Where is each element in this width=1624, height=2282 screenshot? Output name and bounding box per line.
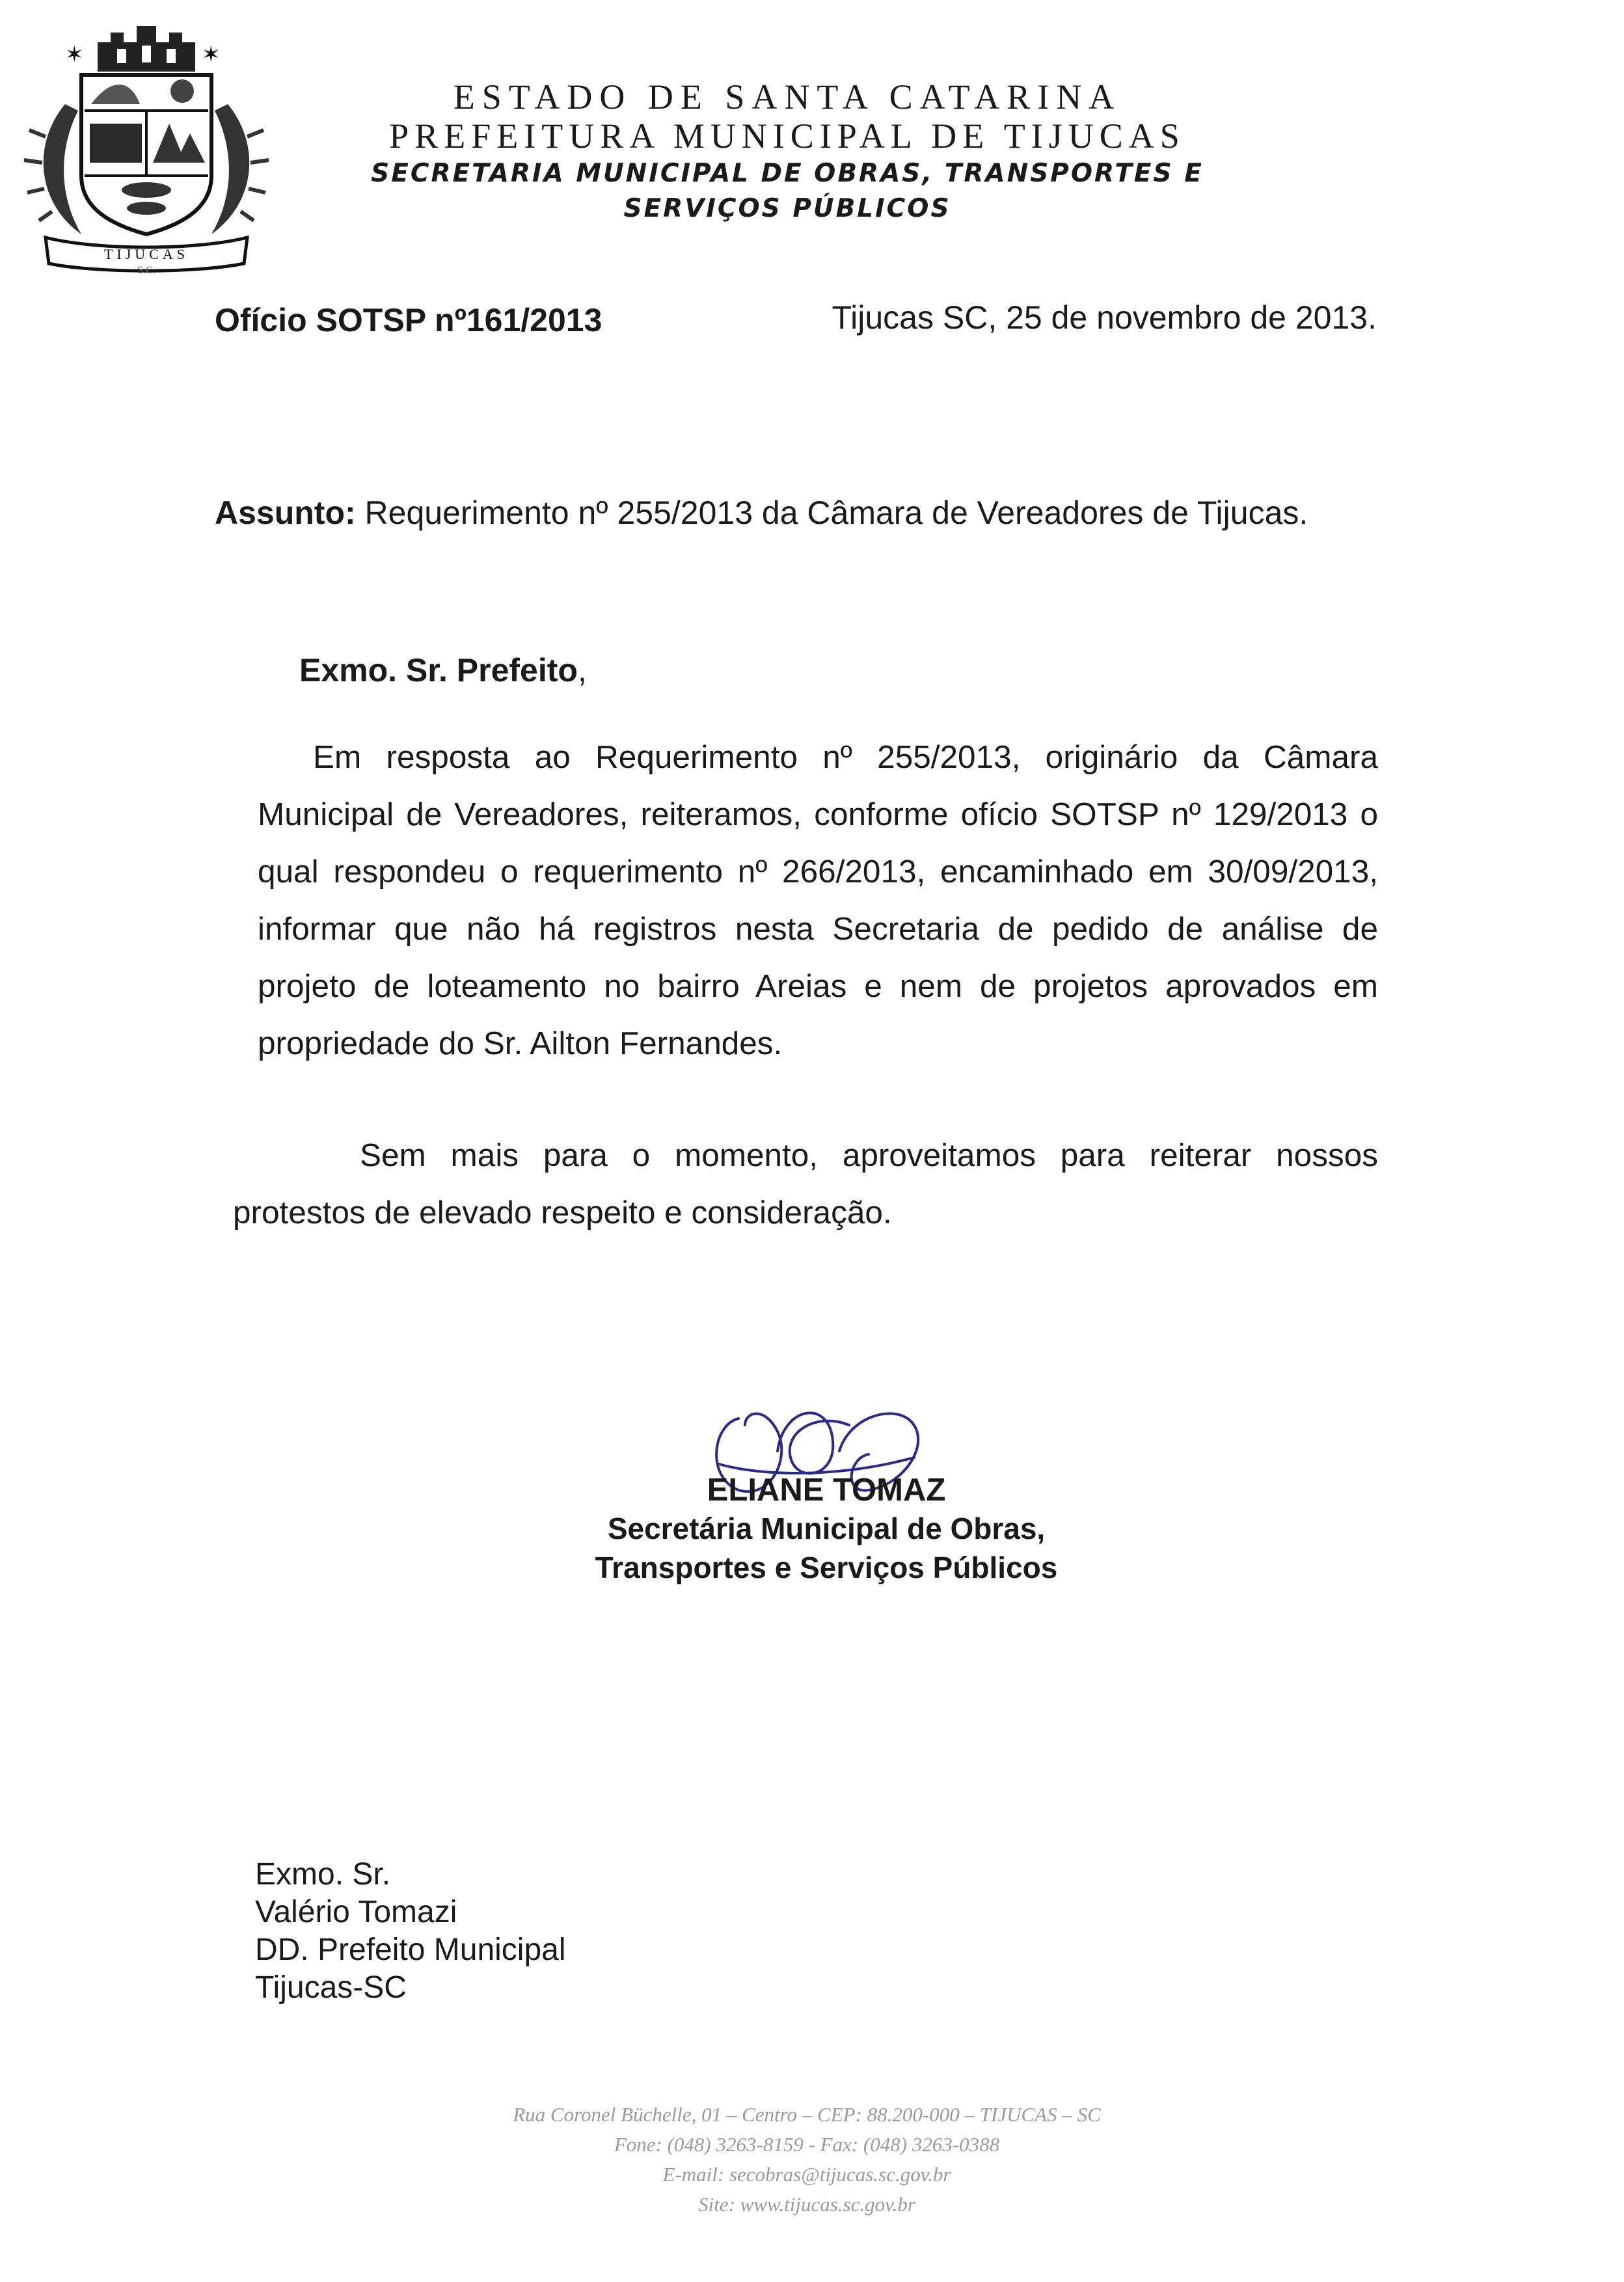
letterhead-prefecture: PREFEITURA MUNICIPAL DE TIJUCAS: [389, 116, 1185, 156]
addressee-line4: Tijucas-SC: [255, 1970, 407, 2005]
signatory-role-line1: Secretária Municipal de Obras,: [607, 1512, 1046, 1545]
salutation: [299, 651, 587, 690]
addressee-line3: DD. Prefeito Municipal: [255, 1933, 566, 1967]
addressee-line1: Exmo. Sr.: [255, 1857, 391, 1892]
salutation-punct: ,: [577, 652, 587, 688]
addressee-line2: Valério Tomazi: [255, 1895, 457, 1929]
svg-text:S.C.: S.C.: [137, 265, 156, 273]
letterhead-secretariat-line1: SECRETARIA MUNICIPAL DE OBRAS, TRANSPORTES E: [371, 159, 1204, 188]
footer-email: E-mail: secobras@tijucas.sc.gov.br: [662, 2163, 951, 2186]
body-paragraph-2: Sem mais para o momento, aproveitamos para reiterar nossos protestos de elevado respeito e consideração.: [233, 1137, 1378, 1230]
svg-text:✶: ✶: [202, 42, 221, 68]
document-number: Ofício SOTSP nº161/2013: [215, 302, 602, 338]
letterhead-secretariat-line2: SERVIÇOS PÚBLICOS: [623, 194, 951, 223]
subject-line: [215, 493, 1308, 532]
svg-text:✶: ✶: [65, 42, 84, 68]
coat-of-arms-crest: [20, 13, 273, 273]
body-paragraph-1: Em resposta ao Requerimento nº 255/2013, originário da Câmara Municipal de Vereadores, reiteramos, conforme ofício SOTSP nº 129/2013 o qual respondeu o requerimento nº 266/2013, encaminhado em 30/09/2013, informar que não há registros nesta Secretaria de pedido de análise de projeto de loteamento no bairro Areias e nem de projetos aprovados em propriedade do Sr. Ailton Fernandes.: [258, 739, 1378, 1061]
signatory-name: ELIANE TOMAZ: [707, 1473, 946, 1508]
signatory-role-line2: Transportes e Serviços Públicos: [595, 1551, 1058, 1584]
svg-text:TIJUCAS: TIJUCAS: [103, 246, 189, 262]
place-date: Tijucas SC, 25 de novembro de 2013.: [832, 299, 1377, 336]
footer-phone: Fone: (048) 3263-8159 - Fax: (048) 3263-0388: [614, 2133, 1000, 2156]
letterhead-state: ESTADO DE SANTA CATARINA: [453, 77, 1122, 116]
salutation-title: Exmo. Sr. Prefeito: [299, 652, 578, 688]
subject-label: Assunto:: [215, 495, 356, 531]
subject-text: Requerimento nº 255/2013 da Câmara de Vereadores de Tijucas.: [355, 495, 1308, 531]
footer-site: Site: www.tijucas.sc.gov.br: [698, 2193, 915, 2216]
footer-address: Rua Coronel Büchelle, 01 – Centro – CEP: 88.200-000 – TIJUCAS – SC: [513, 2103, 1101, 2126]
